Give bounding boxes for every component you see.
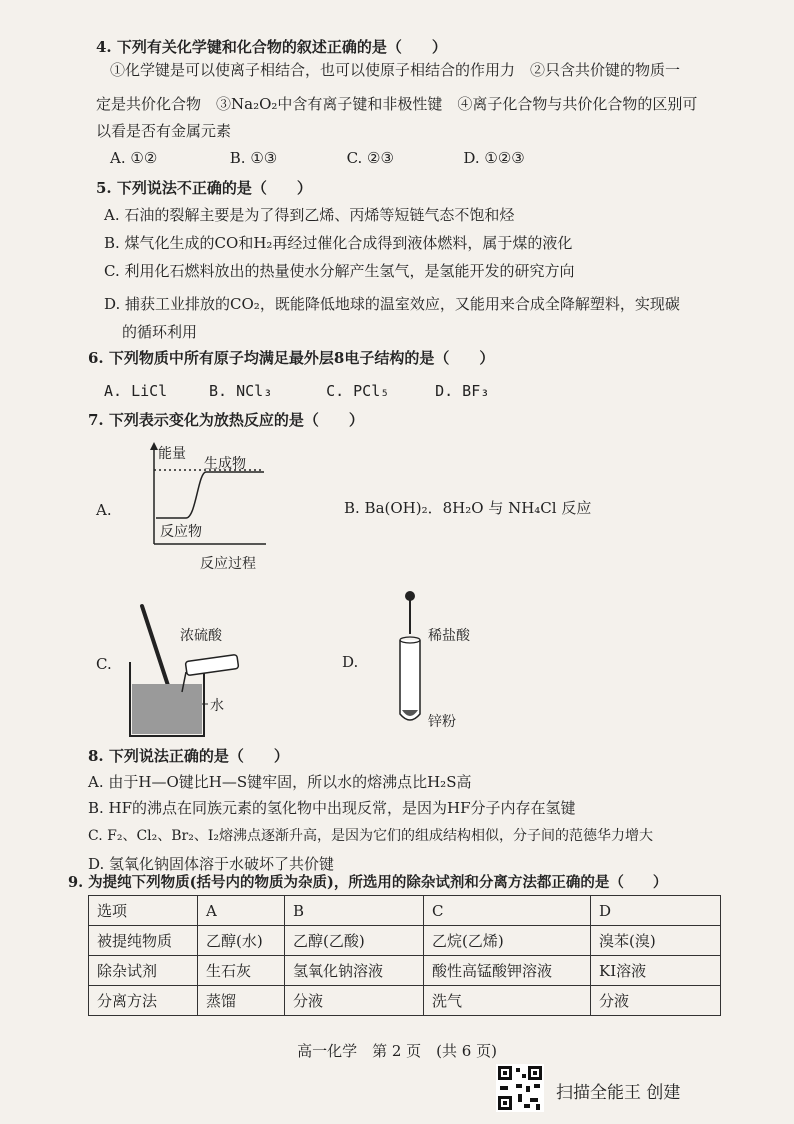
q4-option-c: C. ②③ (346, 149, 394, 167)
table-cell: 除杂试剂 (89, 956, 198, 986)
q7-option-a-label: A. (96, 501, 112, 519)
q4-line3: 以看是否有金属元素 (96, 122, 232, 140)
q6-stem: 6. 下列物质中所有原子均满足最外层8电子结构的是（ ） (88, 349, 495, 367)
reactant-label: 反应物 (160, 524, 202, 540)
q4-line1: ①化学键是可以使离子相结合，也可以使原子相结合的作用力 ②只含共价键的物质一 (110, 61, 681, 79)
q5-stem: 5. 下列说法不正确的是（ ） (96, 179, 312, 197)
table-cell: D (591, 896, 721, 926)
energy-axis-arrow (150, 442, 158, 450)
q5-option-d-line1: D. 捕获工业排放的CO₂，既能降低地球的温室效应，又能用来合成全降解塑料，实现碳 (104, 295, 680, 313)
table-cell: 洗气 (424, 986, 591, 1016)
qr-code-icon (496, 1064, 544, 1112)
q9-stem: 9. 为提纯下列物质(括号内的物质为杂质)，所选用的除杂试剂和分离方法都正确的是（ ） (68, 874, 668, 891)
product-label: 生成物 (204, 456, 246, 472)
table-cell: 生石灰 (198, 956, 285, 986)
table-cell: 氢氧化钠溶液 (285, 956, 424, 986)
q8-option-a: A. 由于H—O键比H—S键牢固，所以水的熔沸点比H₂S高 (88, 773, 472, 791)
test-tube (400, 640, 420, 720)
table-cell: 选项 (89, 896, 198, 926)
q6-option-c: C. PCl₅ (326, 382, 390, 400)
q4-option-b: B. ①③ (229, 149, 278, 167)
table-cell: 被提纯物质 (89, 926, 198, 956)
q4-option-d: D. ①②③ (463, 149, 525, 167)
table-row (89, 896, 721, 926)
acid-bottle (185, 654, 238, 675)
q7-option-b: B. Ba(OH)₂．8H₂O 与 NH₄Cl 反应 (344, 499, 592, 517)
table-cell: 乙醇(乙酸) (285, 926, 424, 956)
q6-option-a: A. LiCl (104, 382, 168, 400)
page-footer: 高一化学 第 2 页 (共 6 页) (297, 1042, 497, 1060)
table-cell: B (285, 896, 424, 926)
process-axis-label: 反应过程 (200, 556, 256, 572)
table-cell: C (424, 896, 591, 926)
q4-line2: 定是共价化合物 ③Na₂O₂中含有离子键和非极性键 ④离子化合物与共价化合物的区别可 (96, 95, 698, 113)
table-row (89, 926, 721, 956)
q6-option-d: D. BF₃ (435, 382, 490, 400)
q5-option-c: C. 利用化石燃料放出的热量使水分解产生氢气，是氢能开发的研究方向 (104, 262, 575, 280)
table-cell: 酸性高锰酸钾溶液 (424, 956, 591, 986)
conc-sulfuric-acid-label: 浓硫酸 (180, 628, 222, 644)
table-cell: 乙烷(乙烯) (424, 926, 591, 956)
scanner-brand: 扫描全能王 创建 (556, 1083, 681, 1103)
q7-stem: 7. 下列表示变化为放热反应的是（ ） (88, 411, 364, 429)
q4-options (110, 148, 525, 168)
q6-options (104, 381, 489, 401)
water-fill (132, 684, 202, 734)
table-row (89, 956, 721, 986)
dropper-bulb (405, 591, 415, 601)
table-cell: KI溶液 (591, 956, 721, 986)
q8-stem: 8. 下列说法正确的是（ ） (88, 747, 289, 765)
q4-option-a: A. ①② (110, 149, 158, 167)
dilute-hcl-label: 稀盐酸 (428, 628, 470, 644)
q5-option-b: B. 煤气化生成的CO和H₂再经过催化合成得到液体燃料，属于煤的液化 (104, 234, 573, 252)
q6-option-b: B. NCl₃ (209, 382, 273, 400)
table-cell: 溴苯(溴) (591, 926, 721, 956)
q5-option-d-line2: 的循环利用 (122, 323, 198, 341)
beaker-diagram (120, 596, 250, 746)
table-cell: 分液 (285, 986, 424, 1016)
table-cell: A (198, 896, 285, 926)
table-cell: 乙醇(水) (198, 926, 285, 956)
water-label: 水 (210, 698, 224, 714)
q7-option-c-label: C. (96, 655, 112, 673)
q8-option-c: C. F₂、Cl₂、Br₂、I₂熔沸点逐渐升高，是因为它们的组成结构相似，分子间的范德华力增大 (88, 828, 653, 844)
energy-axis-label: 能量 (158, 446, 186, 462)
test-tube-diagram (390, 590, 430, 730)
reaction-curve (156, 472, 264, 518)
q9-table (88, 895, 721, 1016)
q5-option-a: A. 石油的裂解主要是为了得到乙烯、丙烯等短链气态不饱和烃 (104, 206, 515, 224)
q8-option-b: B. HF的沸点在同族元素的氢化物中出现反常，是因为HF分子内存在氢键 (88, 799, 576, 817)
table-cell: 分液 (591, 986, 721, 1016)
table-cell: 分离方法 (89, 986, 198, 1016)
zinc-powder-label: 锌粉 (428, 714, 456, 730)
q7-option-d-label: D. (342, 653, 359, 671)
q4-stem: 4. 下列有关化学键和化合物的叙述正确的是（ ） (96, 38, 447, 56)
q8-option-d: D. 氢氧化钠固体溶于水破坏了共价键 (88, 855, 335, 873)
table-cell: 蒸馏 (198, 986, 285, 1016)
table-row (89, 986, 721, 1016)
